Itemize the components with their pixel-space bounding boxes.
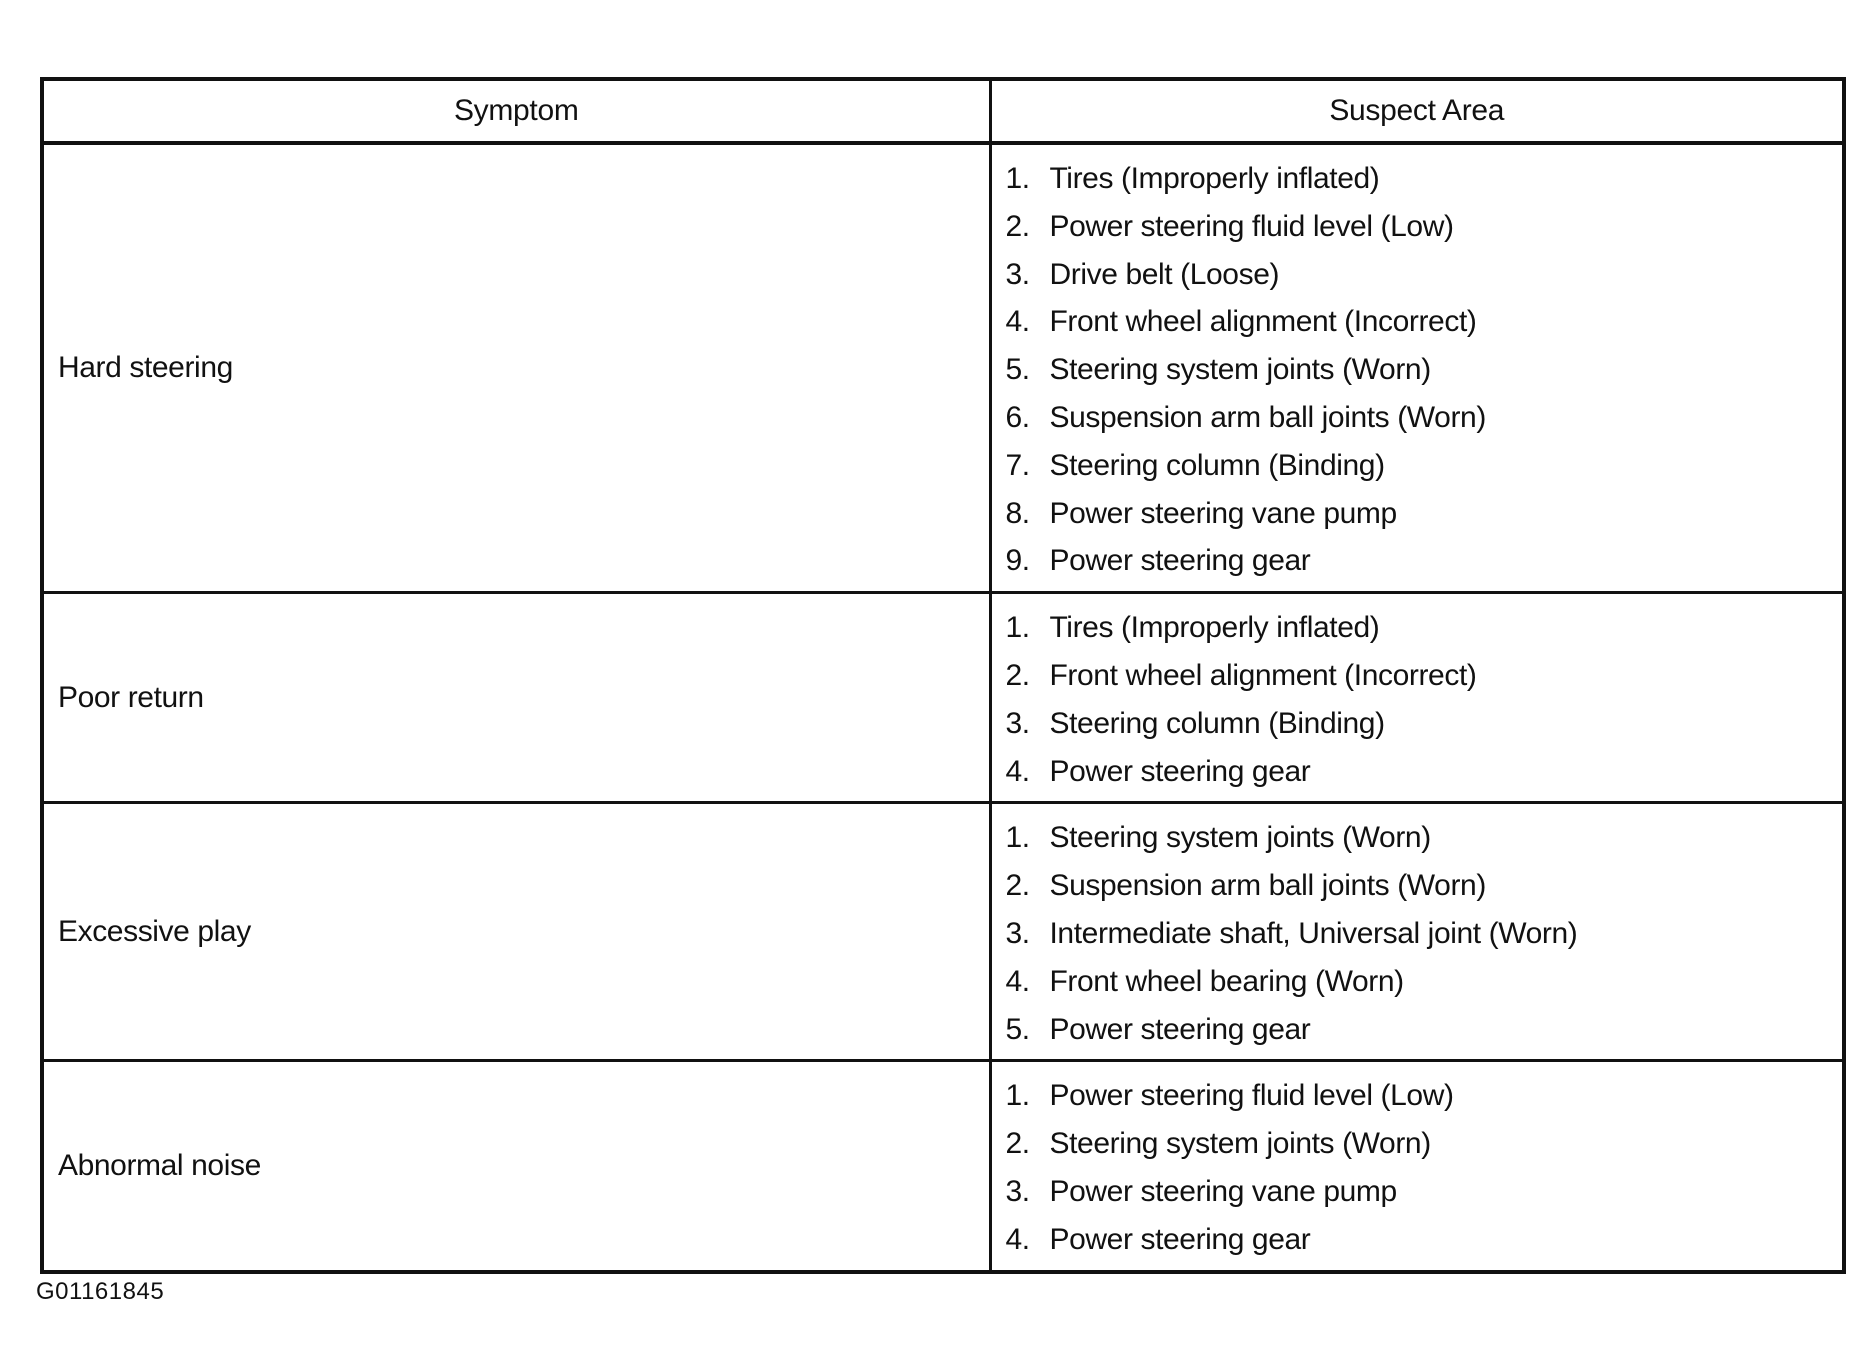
list-item [1006, 1006, 1843, 1054]
item-number: 4. [1005, 964, 1030, 998]
suspect-area-cell [990, 593, 1844, 803]
item-number: 4. [1005, 305, 1030, 339]
item-text: Drive belt (Loose) [1049, 257, 1280, 291]
item-text: Steering system joints (Worn) [1049, 353, 1431, 387]
list-item [1006, 442, 1843, 490]
item-text: Intermediate shaft, Universal joint (Worn) [1049, 916, 1578, 950]
list-item [1006, 1168, 1843, 1216]
item-text: Power steering gear [1049, 1222, 1311, 1256]
item-text: Tires (Improperly inflated) [1049, 162, 1380, 195]
item-text: Power steering fluid level (Low) [1049, 209, 1454, 243]
item-number: 1. [1005, 1079, 1030, 1113]
item-number: 2. [1005, 869, 1030, 903]
item-number: 3. [1005, 706, 1030, 740]
list-item [1006, 537, 1843, 585]
suspect-area-list [1006, 155, 1843, 585]
list-item [1006, 862, 1843, 910]
list-item [1006, 155, 1843, 203]
item-number: 3. [1005, 257, 1030, 291]
item-text: Power steering vane pump [1049, 496, 1397, 530]
list-item [1006, 1216, 1843, 1264]
list-item [1006, 298, 1843, 346]
table-row [42, 1061, 1844, 1272]
item-number: 7. [1005, 448, 1030, 482]
suspect-area-list [1006, 1072, 1843, 1263]
table-row [42, 803, 1844, 1061]
suspect-area-cell [990, 143, 1844, 593]
symptom-cell: Poor return [42, 593, 990, 803]
symptom-cell: Excessive play [42, 803, 990, 1061]
item-number: 1. [1005, 162, 1030, 195]
list-item [1006, 748, 1843, 796]
item-text: Power steering gear [1049, 1012, 1311, 1046]
diagnosis-sheet [40, 77, 1842, 1274]
list-item [1006, 346, 1843, 394]
item-text: Front wheel bearing (Worn) [1049, 964, 1404, 998]
item-text: Steering column (Binding) [1049, 448, 1385, 482]
item-number: 5. [1005, 1012, 1030, 1046]
header-suspect-area: Suspect Area [990, 79, 1844, 143]
symptom-cell: Hard steering [42, 143, 990, 593]
item-text: Suspension arm ball joints (Worn) [1049, 400, 1486, 434]
suspect-area-list [1006, 814, 1843, 1053]
list-item [1006, 203, 1843, 251]
item-text: Power steering gear [1049, 754, 1311, 788]
item-number: 3. [1005, 916, 1030, 950]
list-item [1006, 251, 1843, 299]
list-item [1006, 490, 1843, 538]
item-text: Steering system joints (Worn) [1049, 821, 1431, 855]
suspect-area-cell [990, 803, 1844, 1061]
item-number: 1. [1005, 611, 1030, 645]
table-row [42, 593, 1844, 803]
list-item [1006, 652, 1843, 700]
item-number: 2. [1005, 658, 1030, 692]
item-number: 4. [1005, 1222, 1030, 1256]
list-item [1006, 604, 1843, 652]
list-item [1006, 700, 1843, 748]
item-number: 6. [1005, 400, 1030, 434]
list-item [1006, 814, 1843, 862]
item-text: Steering column (Binding) [1049, 706, 1385, 740]
list-item [1006, 1120, 1843, 1168]
item-number: 2. [1005, 209, 1030, 243]
item-number: 5. [1005, 353, 1030, 387]
item-text: Front wheel alignment (Incorrect) [1049, 658, 1477, 692]
header-symptom: Symptom [42, 79, 990, 143]
item-number: 9. [1005, 544, 1030, 578]
item-number: 3. [1005, 1174, 1030, 1208]
item-text: Power steering fluid level (Low) [1049, 1079, 1454, 1113]
troubleshooting-table [40, 77, 1846, 1274]
list-item [1006, 1072, 1843, 1120]
item-text: Power steering gear [1049, 544, 1311, 578]
list-item [1006, 394, 1843, 442]
symptom-cell: Abnormal noise [42, 1061, 990, 1272]
suspect-area-cell [990, 1061, 1844, 1272]
item-text: Steering system joints (Worn) [1049, 1127, 1431, 1161]
item-number: 8. [1005, 496, 1030, 530]
item-number: 2. [1005, 1127, 1030, 1161]
figure-id: G01161845 [36, 1278, 165, 1305]
item-number: 1. [1005, 821, 1030, 855]
item-text: Tires (Improperly inflated) [1049, 611, 1380, 645]
table-row [42, 143, 1844, 593]
item-text: Front wheel alignment (Incorrect) [1049, 305, 1477, 339]
item-text: Suspension arm ball joints (Worn) [1049, 869, 1486, 903]
suspect-area-list [1006, 604, 1843, 795]
list-item [1006, 958, 1843, 1006]
item-text: Power steering vane pump [1049, 1174, 1397, 1208]
header-row [42, 79, 1844, 143]
list-item [1006, 910, 1843, 958]
item-number: 4. [1005, 754, 1030, 788]
